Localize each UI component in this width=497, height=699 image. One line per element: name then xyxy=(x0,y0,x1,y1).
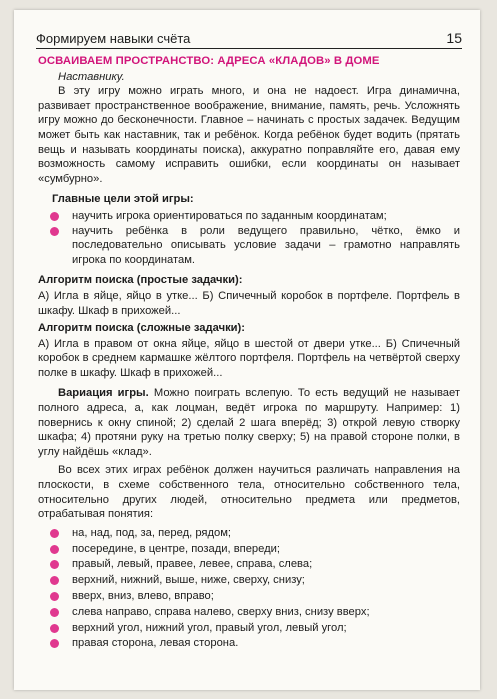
page-content xyxy=(38,54,460,652)
list-item: научить игрока ориентироваться по заданным координатам; xyxy=(38,209,460,224)
bullet-dot-icon xyxy=(50,624,59,633)
bullet-dot-icon xyxy=(50,545,59,554)
book-page xyxy=(14,10,480,690)
list-item: верхний угол, нижний угол, правый угол, левый угол; xyxy=(38,621,460,636)
complex-algorithm-text: А) Игла в правом от окна яйце, яйцо в шестой от двери утке... Б) Спичечный коробок в среднем кармашке жёлтого портфеля. Портфель на четвёртой сверху полке в шкафу. Шкаф в прихожей... xyxy=(38,337,460,379)
running-header-title: Формируем навыки счёта xyxy=(36,31,191,46)
intro-paragraph: В эту игру можно играть много, и она не надоест. Игра динамична, развивает пространственное воображение, внимание, память, речь. Усложнять игру можно до бесконечности. Главное – начинать с простых задачек. Ведущим может быть как наставник, так и ребёнок. Когда ребёнок будет водить (прятать вещь и называть координаты поиска), аккуратно поправляйте его, давая ему возможность самому исправить ошибки, если координаты он называет «сумбурно». xyxy=(38,85,460,185)
complex-algorithm-heading: Алгоритм поиска (сложные задачки): xyxy=(38,322,245,335)
goals-list xyxy=(38,209,460,267)
variation-text: Можно поиграть вслепую. То есть ведущий не называет полного адреса, а, как лоцман, ведёт игрока по маршруту. Например: 1) повернись к окну спиной; 2) сделай 2 шага вперёд; 3) открой левую створку шкафа; 4) протяни руку на третью полку сверху; 5) на правой стороне полки, в углу найдёшь «клад». xyxy=(38,387,460,458)
simple-algorithm-text: А) Игла в яйце, яйцо в утке... Б) Спичечный коробок в портфеле. Портфель в шкафу. Шкаф в прихожей... xyxy=(38,289,460,317)
speaker-label: Наставнику. xyxy=(58,70,125,83)
bullet-dot-icon xyxy=(50,608,59,617)
bullet-dot-icon xyxy=(50,592,59,601)
simple-algorithm-heading: Алгоритм поиска (простые задачки): xyxy=(38,274,243,287)
variation-label: Вариация игры. xyxy=(58,387,149,400)
bullet-dot-icon xyxy=(50,576,59,585)
variation-paragraph xyxy=(38,386,460,459)
section-title: ОСВАИВАЕМ ПРОСТРАНСТВО: АДРЕСА «КЛАДОВ» В ДОМЕ xyxy=(38,55,380,67)
list-item: верхний, нижний, выше, ниже, сверху, снизу; xyxy=(38,573,460,588)
list-item: посередине, в центре, позади, впереди; xyxy=(38,542,460,557)
page-number: 15 xyxy=(446,30,462,46)
list-item: вверх, вниз, влево, вправо; xyxy=(38,589,460,604)
closing-paragraph: Во всех этих играх ребёнок должен научиться различать направления на плоскости, в схеме собственного тела, относительно собственного тела, относительно других людей, относительно предмета или предметов, отрабатывая понятия: xyxy=(38,464,460,521)
bullet-dot-icon xyxy=(50,560,59,569)
list-item: слева направо, справа налево, сверху вниз, снизу вверх; xyxy=(38,605,460,620)
concepts-list xyxy=(38,526,460,651)
running-header xyxy=(36,24,462,46)
list-item: на, над, под, за, перед, рядом; xyxy=(38,526,460,541)
bullet-dot-icon xyxy=(50,639,59,648)
goals-heading: Главные цели этой игры: xyxy=(52,193,194,206)
bullet-dot-icon xyxy=(50,227,59,236)
bullet-dot-icon xyxy=(50,212,59,221)
list-item: научить ребёнка в роли ведущего правильно, чётко, ёмко и последовательно описывать условие задачи – грамотно направлять игрока по координатам. xyxy=(38,224,460,268)
header-rule xyxy=(36,48,462,49)
list-item: правый, левый, правее, левее, справа, слева; xyxy=(38,557,460,572)
list-item: правая сторона, левая сторона. xyxy=(38,636,460,651)
bullet-dot-icon xyxy=(50,529,59,538)
